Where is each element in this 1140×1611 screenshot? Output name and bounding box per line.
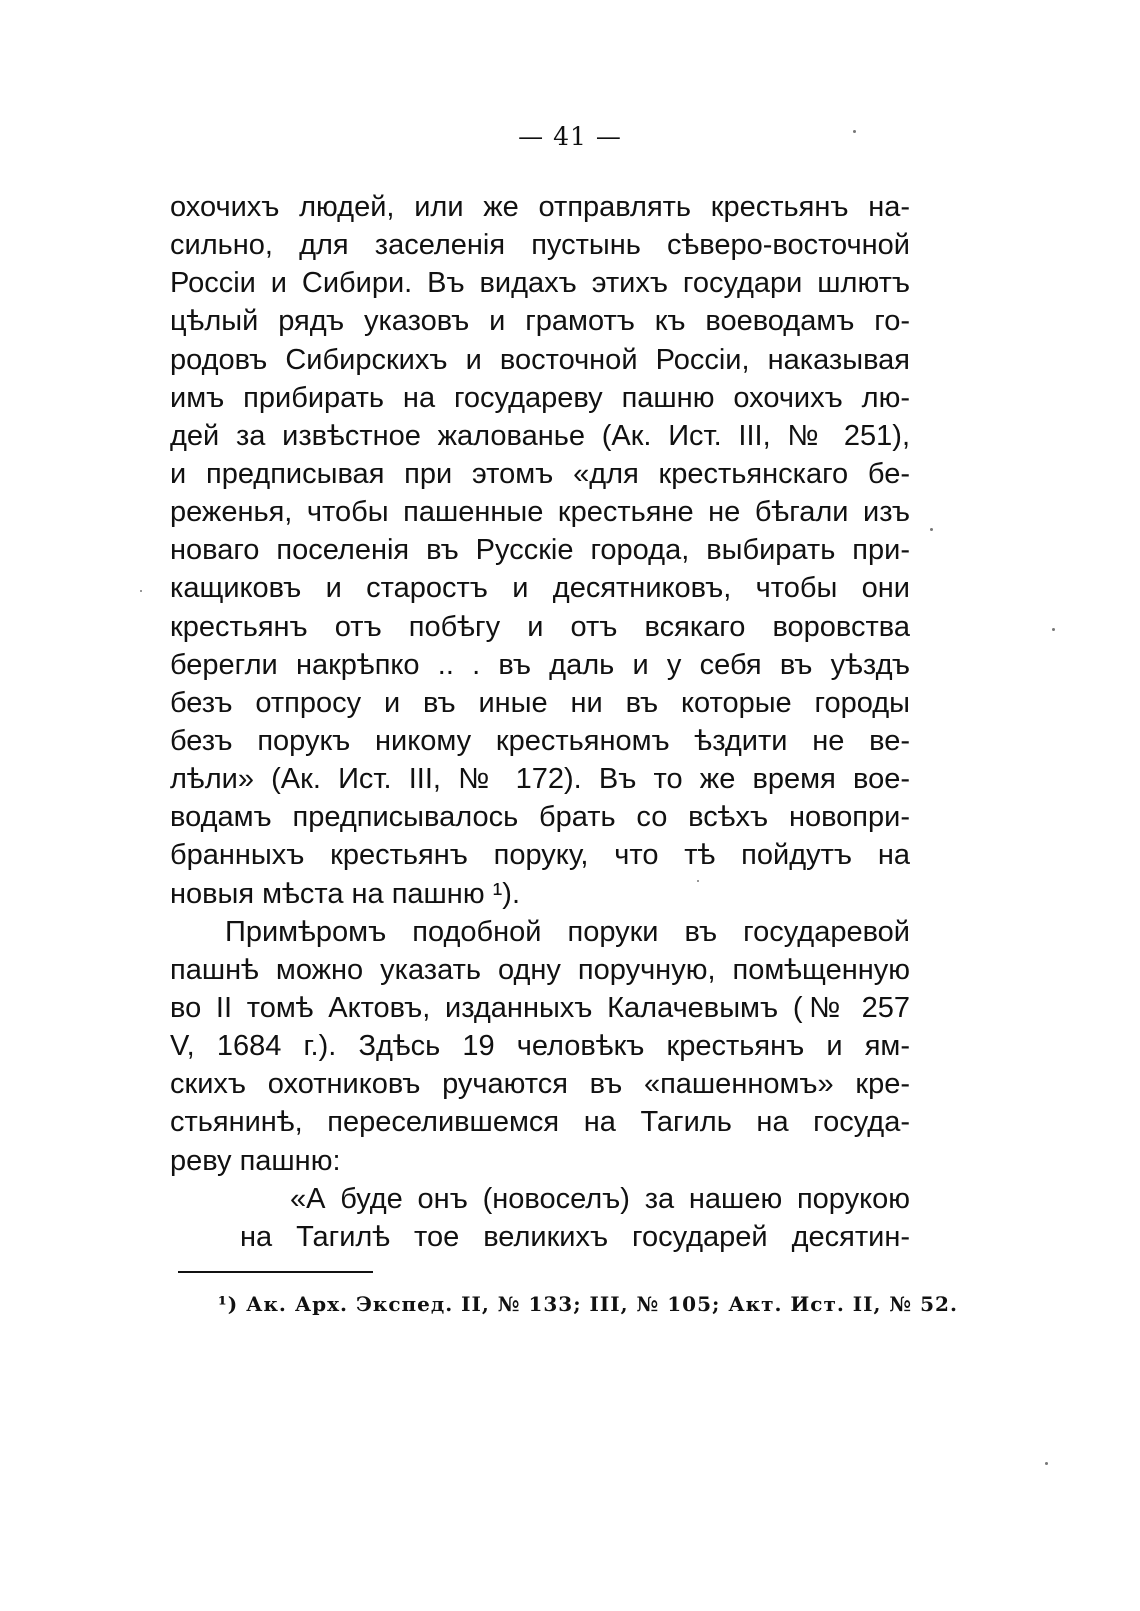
footnote: ¹) Ак. Арх. Экспед. II, № 133; III, № 105; Акт. Ист. II, № 52. [218, 1292, 958, 1316]
text-line: имъ прибирать на государеву пашню охочихъ лю- [170, 381, 910, 414]
scan-speck [1045, 1462, 1048, 1465]
scan-speck [140, 590, 142, 592]
text-line: лѣли» (Ак. Ист. III, № 172). Въ то же время вое- [170, 763, 910, 796]
text-line: реву пашню: [170, 1144, 341, 1177]
quote-line: на Тагилѣ тое великихъ государей десятин- [240, 1220, 910, 1253]
body-text [170, 188, 910, 1256]
text-line: Примѣромъ подобной поруки въ государевой [225, 915, 910, 948]
text-line: пашнѣ можно указать одну поручную, помѣщенную [170, 953, 910, 986]
text-line: стьянинѣ, переселившемся на Тагиль на госуда- [170, 1106, 910, 1139]
text-line: крестьянъ отъ побѣгу и отъ всякаго воровства [170, 610, 910, 643]
text-line: охочихъ людей, или же отправлять крестьянъ на- [170, 191, 910, 223]
text-line: берегли накрѣпко .. . въ даль и у себя въ уѣздъ [170, 648, 910, 681]
scan-speck [1052, 628, 1055, 631]
text-line: V, 1684 г.). Здѣсь 19 человѣкъ крестьянъ и ям- [170, 1030, 910, 1063]
footnote-divider [178, 1271, 373, 1273]
text-line: дей за извѣстное жалованье (Ак. Ист. III, № 251), [170, 419, 910, 452]
text-line: кащиковъ и старостъ и десятниковъ, чтобы они [170, 572, 910, 605]
quote-line: «А буде онъ (новоселъ) за нашею порукою [290, 1182, 910, 1215]
text-line: реженья, чтобы пашенные крестьяне не бѣгали изъ [170, 496, 910, 529]
text-line: безъ отпросу и въ иные ни въ которые городы [170, 686, 910, 719]
page-number: — 41 — [518, 122, 622, 151]
text-line: водамъ предписывалось брать со всѣхъ новопри- [170, 801, 910, 834]
text-line: новаго поселенія въ Русскіе города, выбирать при- [170, 534, 910, 567]
text-line: цѣлый рядъ указовъ и грамотъ къ воеводамъ го- [170, 305, 910, 338]
text-line: бранныхъ крестьянъ поруку, что тѣ пойдутъ на [170, 839, 910, 872]
text-line: безъ порукъ никому крестьяномъ ѣздити не ве- [170, 724, 910, 757]
scan-speck [853, 130, 856, 133]
text-line: скихъ охотниковъ ручаются въ «пашенномъ» кре- [170, 1068, 910, 1101]
text-line: родовъ Сибирскихъ и восточной Россіи, наказывая [170, 343, 910, 376]
scan-speck [930, 528, 933, 531]
scan-speck [697, 880, 699, 882]
text-line: сильно, для заселенія пустынь сѣверо-восточной [170, 229, 910, 262]
text-line: во II томѣ Актовъ, изданныхъ Калачевымъ (№ 257 [170, 991, 910, 1024]
text-line: и предписывая при этомъ «для крестьянскаго бе- [170, 457, 910, 490]
text-line: новыя мѣста на пашню ¹). [170, 877, 520, 910]
text-line: Россіи и Сибири. Въ видахъ этихъ государи шлютъ [170, 267, 910, 300]
